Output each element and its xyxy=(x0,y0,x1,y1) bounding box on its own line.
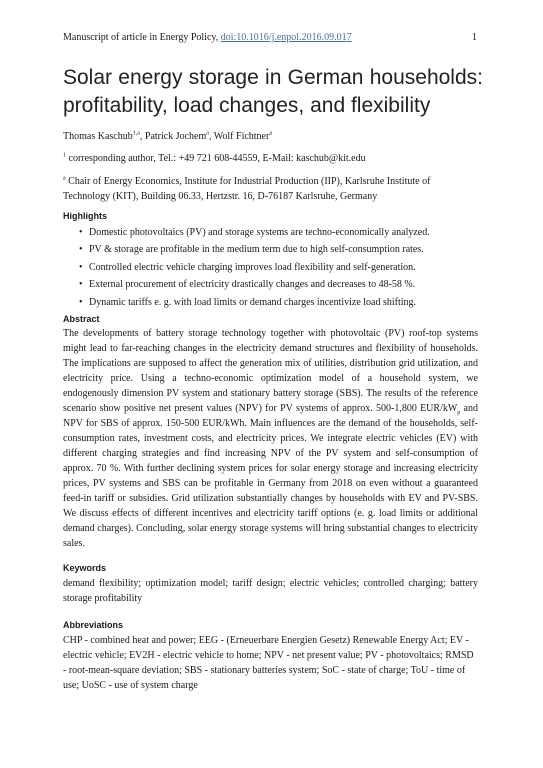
highlight-item: • Controlled electric vehicle charging improves load flexibility and self-generation. xyxy=(63,259,478,276)
bullet-icon: • xyxy=(79,261,83,273)
bullet-icon: • xyxy=(79,227,83,238)
abstract-text: The developments of battery storage technology together with photovoltaic (PV) roof-top systems might lead to far-reaching changes in the electricity demand structures and flexibility of households. The implications are supposed to affect the generation mix of utilities, distribution grid utilization, and electricity price. Using a techno-economic optimization model of a household system, we endogenously dimension PV system and stationary battery storage (SBS). The results of the reference scenario show positive net present values (NPV) for PV systems of approx. 500-1,800 EUR/$kW_p$ and NPV for SBS of approx. 150-500 EUR/kWh. Main influences are the demand of the households, self-consumption rates, investment costs, and electricity prices. We integrate electric vehicles (EV) with different charging strategies and find increasing NPV of the PV system and self-consumption of approx. 70 %. With further declining system prices for solar energy storage and increasing electricity prices, PV systems and SBS can be profitable in Germany from 2018 on even without a guaranteed feed-in tariff or subsidies. Grid utilization substantially changes by households with EV and PV-SBS. We discuss effects of different incentives and electricity tariff options (e. g. load limits or additional demand charges). Concluding, solar energy storage systems will bring substantial changes to electricity sales. xyxy=(63,328,478,549)
highlight-item: • PV & storage are profitable in the medium term due to high self-consumption rates. xyxy=(63,241,478,258)
bullet-icon: • xyxy=(79,244,83,256)
corresponding-author-note: $^1$ corresponding author, Tel.: +49 721 608-44559, E-Mail: kaschub@kit.edu xyxy=(63,152,366,164)
bullet-icon: • xyxy=(79,296,83,308)
highlight-item: • Domestic photovoltaics (PV) and storage systems are techno-economically analyzed. xyxy=(63,224,478,241)
author-name: , Wolf Fichtner xyxy=(208,131,270,142)
doi-link[interactable]: doi:10.1016/j.enpol.2016.09.017 xyxy=(220,32,352,43)
paper-title: Solar energy storage in German households: profitability, load changes, and flexibility xyxy=(63,66,483,117)
abbreviations-text: CHP - combined heat and power; EEG - (Erneuerbare Energien Gesetz) Renewable Energy Act; EV - electric vehicle; EV2H - electric vehicle to home; NPV - net present value; PV - photovoltaics; RMSD - root-mean-square deviation; SBS - stationary batteries system; SoC - state of charge; ToU - time of use; UoSC - use of system charge xyxy=(63,635,474,691)
manuscript-note: Manuscript of article in Energy Policy, doi:10.1016/j.enpol.2016.09.017 xyxy=(63,32,352,43)
affiliation-note: $^a$ Chair of Energy Economics, Institute for Industrial Production (IIP), Karlsruhe Institute of Technology (KIT), Building 06.33, Hertzstr. 16, D-76187 Karlsruhe, Germany xyxy=(63,175,431,202)
author-line xyxy=(63,129,478,144)
author-superscript: 1,a xyxy=(132,130,140,137)
abbreviations-heading: Abbreviations xyxy=(63,620,124,630)
author-superscript: a xyxy=(206,130,209,137)
keywords-heading: Keywords xyxy=(63,563,107,573)
highlight-item: • External procurement of electricity drastically changes and decreases to 48-58 %. xyxy=(63,276,478,293)
bullet-icon: • xyxy=(79,279,83,291)
author-name: Thomas Kaschub xyxy=(63,131,133,142)
page-number: 1 xyxy=(472,32,477,43)
highlight-item: • Dynamic tariffs e. g. with load limits or demand charges incentivize load shifting. xyxy=(63,294,478,311)
highlights-heading: Highlights xyxy=(63,211,107,221)
highlights-list xyxy=(63,224,478,311)
author-name: , Patrick Jochem xyxy=(139,131,207,142)
keywords-text: demand flexibility; optimization model; tariff design; electric vehicles; controlled charging; battery storage profitability xyxy=(63,578,478,604)
running-header xyxy=(63,31,477,44)
author-superscript: a xyxy=(269,130,272,137)
abstract-heading: Abstract xyxy=(63,314,100,324)
